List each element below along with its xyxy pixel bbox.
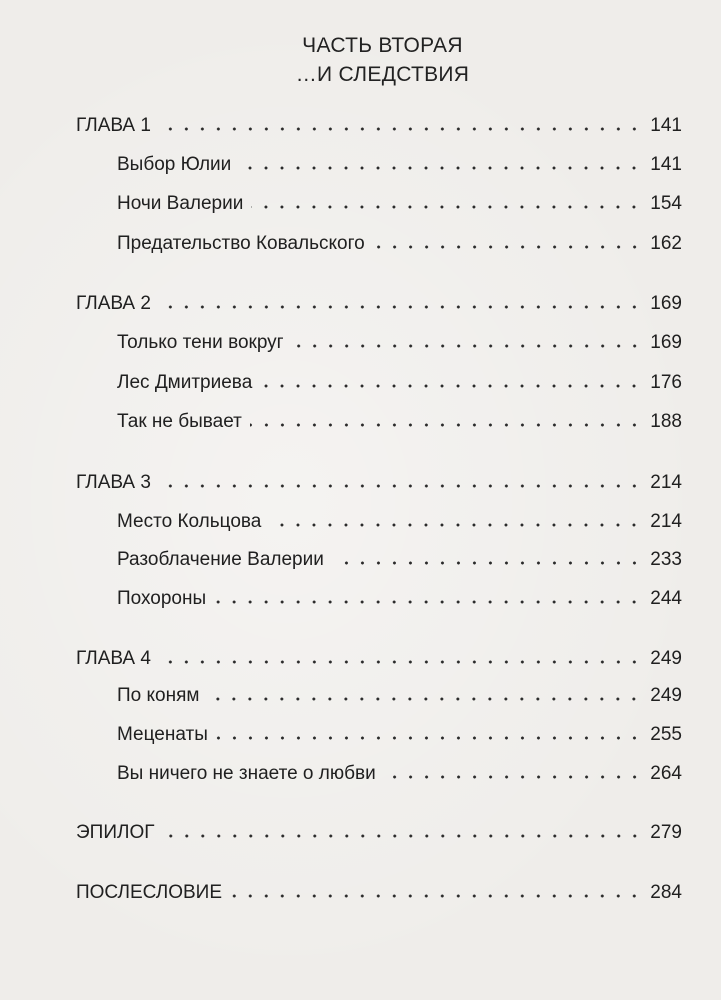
toc-section-row	[117, 233, 682, 255]
toc-entry-label: Выбор Юлии	[117, 154, 232, 175]
toc-chapter-row	[76, 882, 682, 904]
toc-page-number: 244	[650, 588, 682, 609]
toc-page-number: 233	[650, 549, 682, 570]
dot-leader	[163, 833, 643, 839]
toc-section-row	[117, 549, 682, 571]
toc-chapter-row	[76, 472, 682, 494]
toc-page-number: 141	[650, 154, 682, 175]
toc-entry-label: Предательство Ковальского	[117, 233, 365, 254]
toc-section-row	[117, 685, 682, 707]
toc-entry-label: Меценаты	[117, 724, 208, 745]
toc-chapter-row	[76, 293, 682, 315]
dot-leader	[230, 893, 642, 899]
toc-page-number: 279	[650, 822, 682, 843]
dot-leader	[269, 522, 642, 528]
dot-leader	[251, 204, 642, 210]
toc-section-row	[117, 411, 682, 433]
toc-entry-label: Лес Дмитриева	[117, 372, 253, 393]
toc-section-row	[117, 724, 682, 746]
toc-entry-label: Похороны	[117, 588, 207, 609]
toc-section-row	[117, 763, 682, 785]
toc-page-number: 176	[650, 372, 682, 393]
toc-page-number: 255	[650, 724, 682, 745]
toc-entry-label: Вы ничего не знаете о любви	[117, 763, 376, 784]
dot-leader	[332, 560, 642, 566]
toc-entry-label: По коням	[117, 685, 200, 706]
toc-page-number: 249	[650, 685, 682, 706]
toc-entry-label: ГЛАВА 2	[76, 293, 151, 314]
dot-leader	[384, 774, 643, 780]
toc-page-number: 169	[650, 332, 682, 353]
toc-page-number: 284	[650, 882, 682, 903]
toc-entry-label: ГЛАВА 1	[76, 115, 151, 136]
toc-page-number: 162	[650, 233, 682, 254]
toc-section-row	[117, 154, 682, 176]
toc-page-number: 154	[650, 193, 682, 214]
toc-page-number: 264	[650, 763, 682, 784]
toc-section-row	[117, 588, 682, 610]
toc-entry-label: Так не бывает	[117, 411, 242, 432]
toc-entry-label: ЭПИЛОГ	[76, 822, 155, 843]
toc-entry-label: Только тени вокруг	[117, 332, 284, 353]
dot-leader	[159, 659, 642, 665]
toc-page-number: 188	[650, 411, 682, 432]
toc-page-number: 169	[650, 293, 682, 314]
toc-page-number: 141	[650, 115, 682, 136]
toc-chapter-row	[76, 115, 682, 137]
dot-leader	[214, 599, 642, 605]
toc-entry-label: Разоблачение Валерии	[117, 549, 324, 570]
toc-entry-label: Место Кольцова	[117, 511, 262, 532]
dot-leader	[373, 244, 643, 250]
dot-leader	[239, 165, 642, 171]
dot-leader	[292, 343, 643, 349]
toc-page-number: 214	[650, 511, 682, 532]
toc-entry-label: ГЛАВА 4	[76, 648, 151, 669]
toc-chapter-row	[76, 648, 682, 670]
toc-entry-label: ГЛАВА 3	[76, 472, 151, 493]
toc-page-number: 249	[650, 648, 682, 669]
dot-leader	[159, 483, 642, 489]
part-subtitle: …И СЛЕДСТВИЯ	[295, 63, 470, 86]
toc-chapter-row	[76, 822, 682, 844]
toc-page-number: 214	[650, 472, 682, 493]
dot-leader	[260, 383, 642, 389]
toc-section-row	[117, 372, 682, 394]
dot-leader	[207, 696, 642, 702]
toc-section-row	[117, 193, 682, 215]
toc-entry-label: Ночи Валерии	[117, 193, 244, 214]
part-title: ЧАСТЬ ВТОРАЯ	[302, 34, 463, 57]
dot-leader	[250, 422, 642, 428]
toc-section-row	[117, 332, 682, 354]
dot-leader	[159, 304, 642, 310]
dot-leader	[216, 735, 642, 741]
toc-section-row	[117, 511, 682, 533]
toc-entry-label: ПОСЛЕСЛОВИЕ	[76, 882, 223, 903]
dot-leader	[159, 126, 642, 132]
